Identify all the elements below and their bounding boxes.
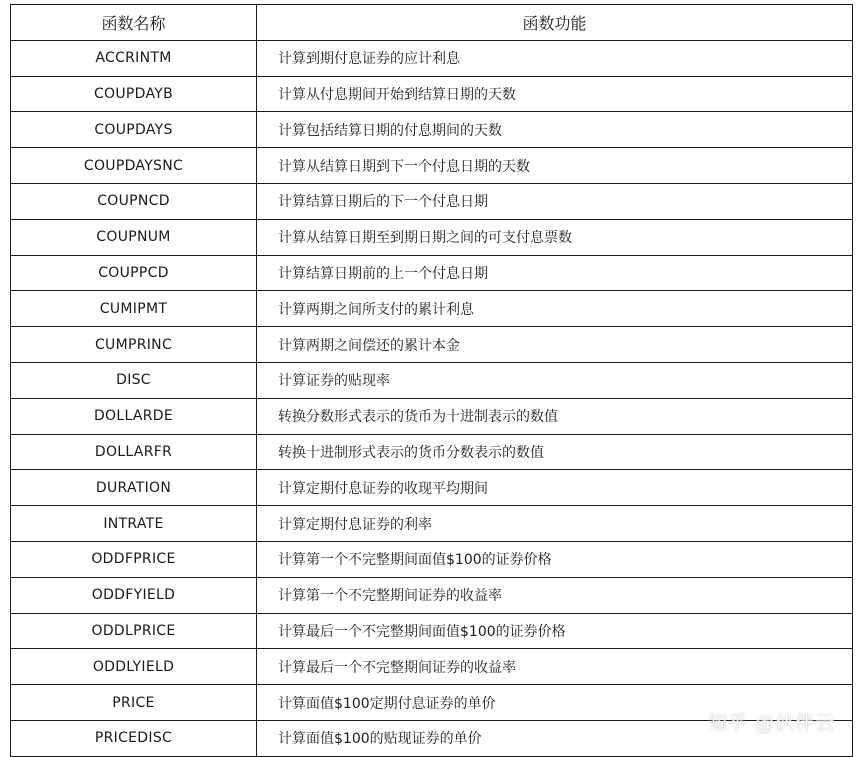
function-description-cell: 计算第一个不完整期间面值$100的证券价格: [257, 541, 853, 577]
function-name-cell: DISC: [11, 362, 257, 398]
table-row: [11, 541, 853, 577]
function-description-cell: 计算从结算日期至到期日期之间的可支付息票数: [257, 219, 853, 255]
function-description-cell: 计算最后一个不完整期间证券的收益率: [257, 649, 853, 685]
table-row: [11, 398, 853, 434]
function-description-cell: 计算最后一个不完整期间面值$100的证券价格: [257, 613, 853, 649]
function-description-cell: 转换十进制形式表示的货币分数表示的数值: [257, 434, 853, 470]
function-name-cell: DURATION: [11, 470, 257, 506]
table-row: [11, 434, 853, 470]
function-table-container: [10, 4, 852, 757]
table-header-row: [11, 5, 853, 41]
table-row: [11, 112, 853, 148]
function-description-cell: 计算结算日期前的上一个付息日期: [257, 255, 853, 291]
function-description-cell: 计算包括结算日期的付息期间的天数: [257, 112, 853, 148]
function-description-cell: 计算结算日期后的下一个付息日期: [257, 183, 853, 219]
function-description-cell: 计算从付息期间开始到结算日期的天数: [257, 76, 853, 112]
function-description-cell: 计算面值$100定期付息证券的单价: [257, 685, 853, 721]
function-name-cell: CUMPRINC: [11, 327, 257, 363]
table-row: [11, 613, 853, 649]
function-description-cell: 计算证券的贴现率: [257, 362, 853, 398]
table-row: [11, 219, 853, 255]
function-description-cell: 计算第一个不完整期间证券的收益率: [257, 577, 853, 613]
table-row: [11, 649, 853, 685]
function-description-cell: 计算面值$100的贴现证券的单价: [257, 720, 853, 756]
function-name-cell: ODDFPRICE: [11, 541, 257, 577]
function-name-cell: DOLLARFR: [11, 434, 257, 470]
function-description-cell: 计算定期付息证券的利率: [257, 506, 853, 542]
table-row: [11, 362, 853, 398]
function-description-cell: 计算两期之间所支付的累计利息: [257, 291, 853, 327]
table-row: [11, 76, 853, 112]
function-name-cell: COUPPCD: [11, 255, 257, 291]
table-row: [11, 327, 853, 363]
function-description-cell: 计算到期付息证券的应计利息: [257, 40, 853, 76]
function-name-cell: COUPNUM: [11, 219, 257, 255]
function-name-cell: ODDLYIELD: [11, 649, 257, 685]
function-description-cell: 计算定期付息证券的收现平均期间: [257, 470, 853, 506]
table-row: [11, 470, 853, 506]
function-name-cell: COUPNCD: [11, 183, 257, 219]
function-name-cell: ODDFYIELD: [11, 577, 257, 613]
function-description-cell: 计算两期之间偿还的累计本金: [257, 327, 853, 363]
financial-function-table: [10, 4, 853, 757]
function-name-cell: COUPDAYS: [11, 112, 257, 148]
table-row: [11, 183, 853, 219]
function-description-cell: 计算从结算日期到下一个付息日期的天数: [257, 148, 853, 184]
function-name-cell: COUPDAYB: [11, 76, 257, 112]
function-name-cell: PRICEDISC: [11, 720, 257, 756]
function-name-cell: ODDLPRICE: [11, 613, 257, 649]
function-description-cell: 转换分数形式表示的货币为十进制表示的数值: [257, 398, 853, 434]
function-name-cell: COUPDAYSNC: [11, 148, 257, 184]
table-row: [11, 291, 853, 327]
table-row: [11, 40, 853, 76]
table-row: [11, 577, 853, 613]
watermark: 知乎 @伙伴云: [707, 712, 835, 734]
function-name-cell: PRICE: [11, 685, 257, 721]
header-function-purpose: 函数功能: [257, 5, 853, 41]
function-name-cell: INTRATE: [11, 506, 257, 542]
table-row: [11, 148, 853, 184]
function-name-cell: CUMIPMT: [11, 291, 257, 327]
table-row: [11, 506, 853, 542]
table-body: [11, 40, 853, 756]
function-name-cell: DOLLARDE: [11, 398, 257, 434]
header-function-name: 函数名称: [11, 5, 257, 41]
function-name-cell: ACCRINTM: [11, 40, 257, 76]
table-row: [11, 255, 853, 291]
